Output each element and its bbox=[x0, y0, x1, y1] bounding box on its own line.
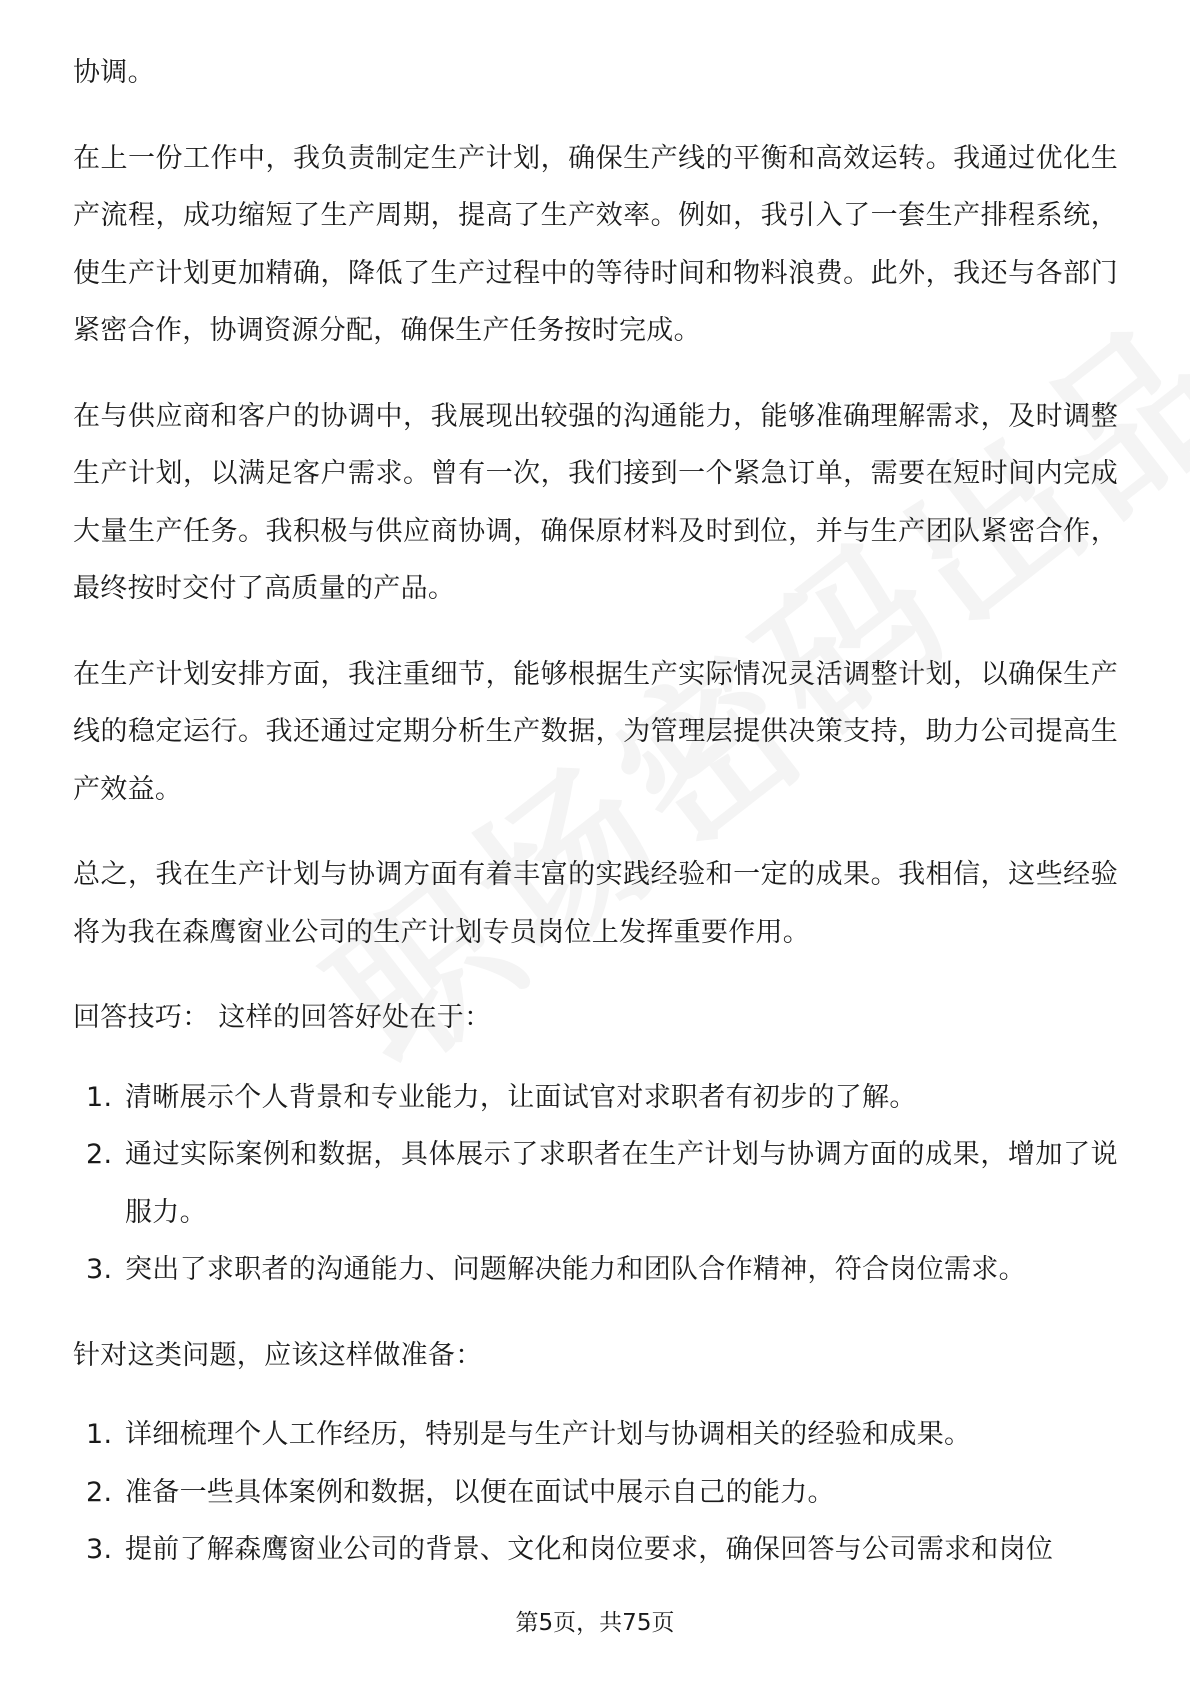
list-item bbox=[73, 1126, 1118, 1241]
list-text: 准备一些具体案例和数据，以便在面试中展示自己的能力。 bbox=[125, 1476, 835, 1508]
document-body bbox=[73, 44, 1118, 1607]
paragraph-continuation: 协调。 bbox=[73, 57, 155, 88]
paragraph-coordination: 在与供应商和客户的协调中，我展现出较强的沟通能力，能够准确理解需求，及时调整生产计划，以满足客户需求。曾有一次，我们接到一个紧急订单，需要在短时间内完成大量生产任务。我积极与供应商协调，确保原材料及时到位，并与生产团队紧密合作，最终按时交付了高质量的产品。 bbox=[73, 400, 1118, 604]
list-number: 2. bbox=[86, 1139, 113, 1170]
list-number: 3. bbox=[86, 1254, 113, 1285]
list-text: 突出了求职者的沟通能力、问题解决能力和团队合作精神，符合岗位需求。 bbox=[125, 1254, 1026, 1285]
page-number: 第5页，共75页 bbox=[515, 1610, 675, 1636]
list-item bbox=[73, 1521, 1118, 1579]
list-text: 提前了解森鹰窗业公司的背景、文化和岗位要求，确保回答与公司需求和岗位 bbox=[125, 1534, 1054, 1565]
tips-list bbox=[73, 1069, 1118, 1299]
prep-heading: 针对这类问题，应该这样做准备： bbox=[73, 1339, 483, 1371]
paragraph-previous-job: 在上一份工作中，我负责制定生产计划，确保生产线的平衡和高效运转。我通过优化生产流程，成功缩短了生产周期，提高了生产效率。例如，我引入了一套生产排程系统，使生产计划更加精确，降低了生产过程中的等待时间和物料浪费。此外，我还与各部门紧密合作，协调资源分配，确保生产任务按时完成。 bbox=[73, 142, 1118, 346]
tips-heading: 回答技巧： 这样的回答好处在于： bbox=[73, 1002, 492, 1033]
list-text: 详细梳理个人工作经历，特别是与生产计划与协调相关的经验和成果。 bbox=[125, 1419, 972, 1450]
list-text: 清晰展示个人背景和专业能力，让面试官对求职者有初步的了解。 bbox=[125, 1081, 917, 1113]
list-number: 1. bbox=[86, 1419, 113, 1450]
prep-list bbox=[73, 1406, 1118, 1579]
list-text: 通过实际案例和数据，具体展示了求职者在生产计划与协调方面的成果，增加了说服力。 bbox=[125, 1139, 1118, 1228]
list-number: 3. bbox=[86, 1534, 113, 1565]
list-item bbox=[73, 1406, 1118, 1464]
list-item bbox=[73, 1069, 1118, 1127]
paragraph-planning: 在生产计划安排方面，我注重细节，能够根据生产实际情况灵活调整计划，以确保生产线的稳定运行。我还通过定期分析生产数据，为管理层提供决策支持，助力公司提高生产效益。 bbox=[73, 658, 1118, 805]
list-item bbox=[73, 1241, 1118, 1299]
list-item bbox=[73, 1464, 1118, 1522]
paragraph-summary: 总之，我在生产计划与协调方面有着丰富的实践经验和一定的成果。我相信，这些经验将为我在森鹰窗业公司的生产计划专员岗位上发挥重要作用。 bbox=[73, 859, 1118, 948]
list-number: 1. bbox=[86, 1081, 113, 1113]
list-number: 2. bbox=[86, 1476, 113, 1508]
